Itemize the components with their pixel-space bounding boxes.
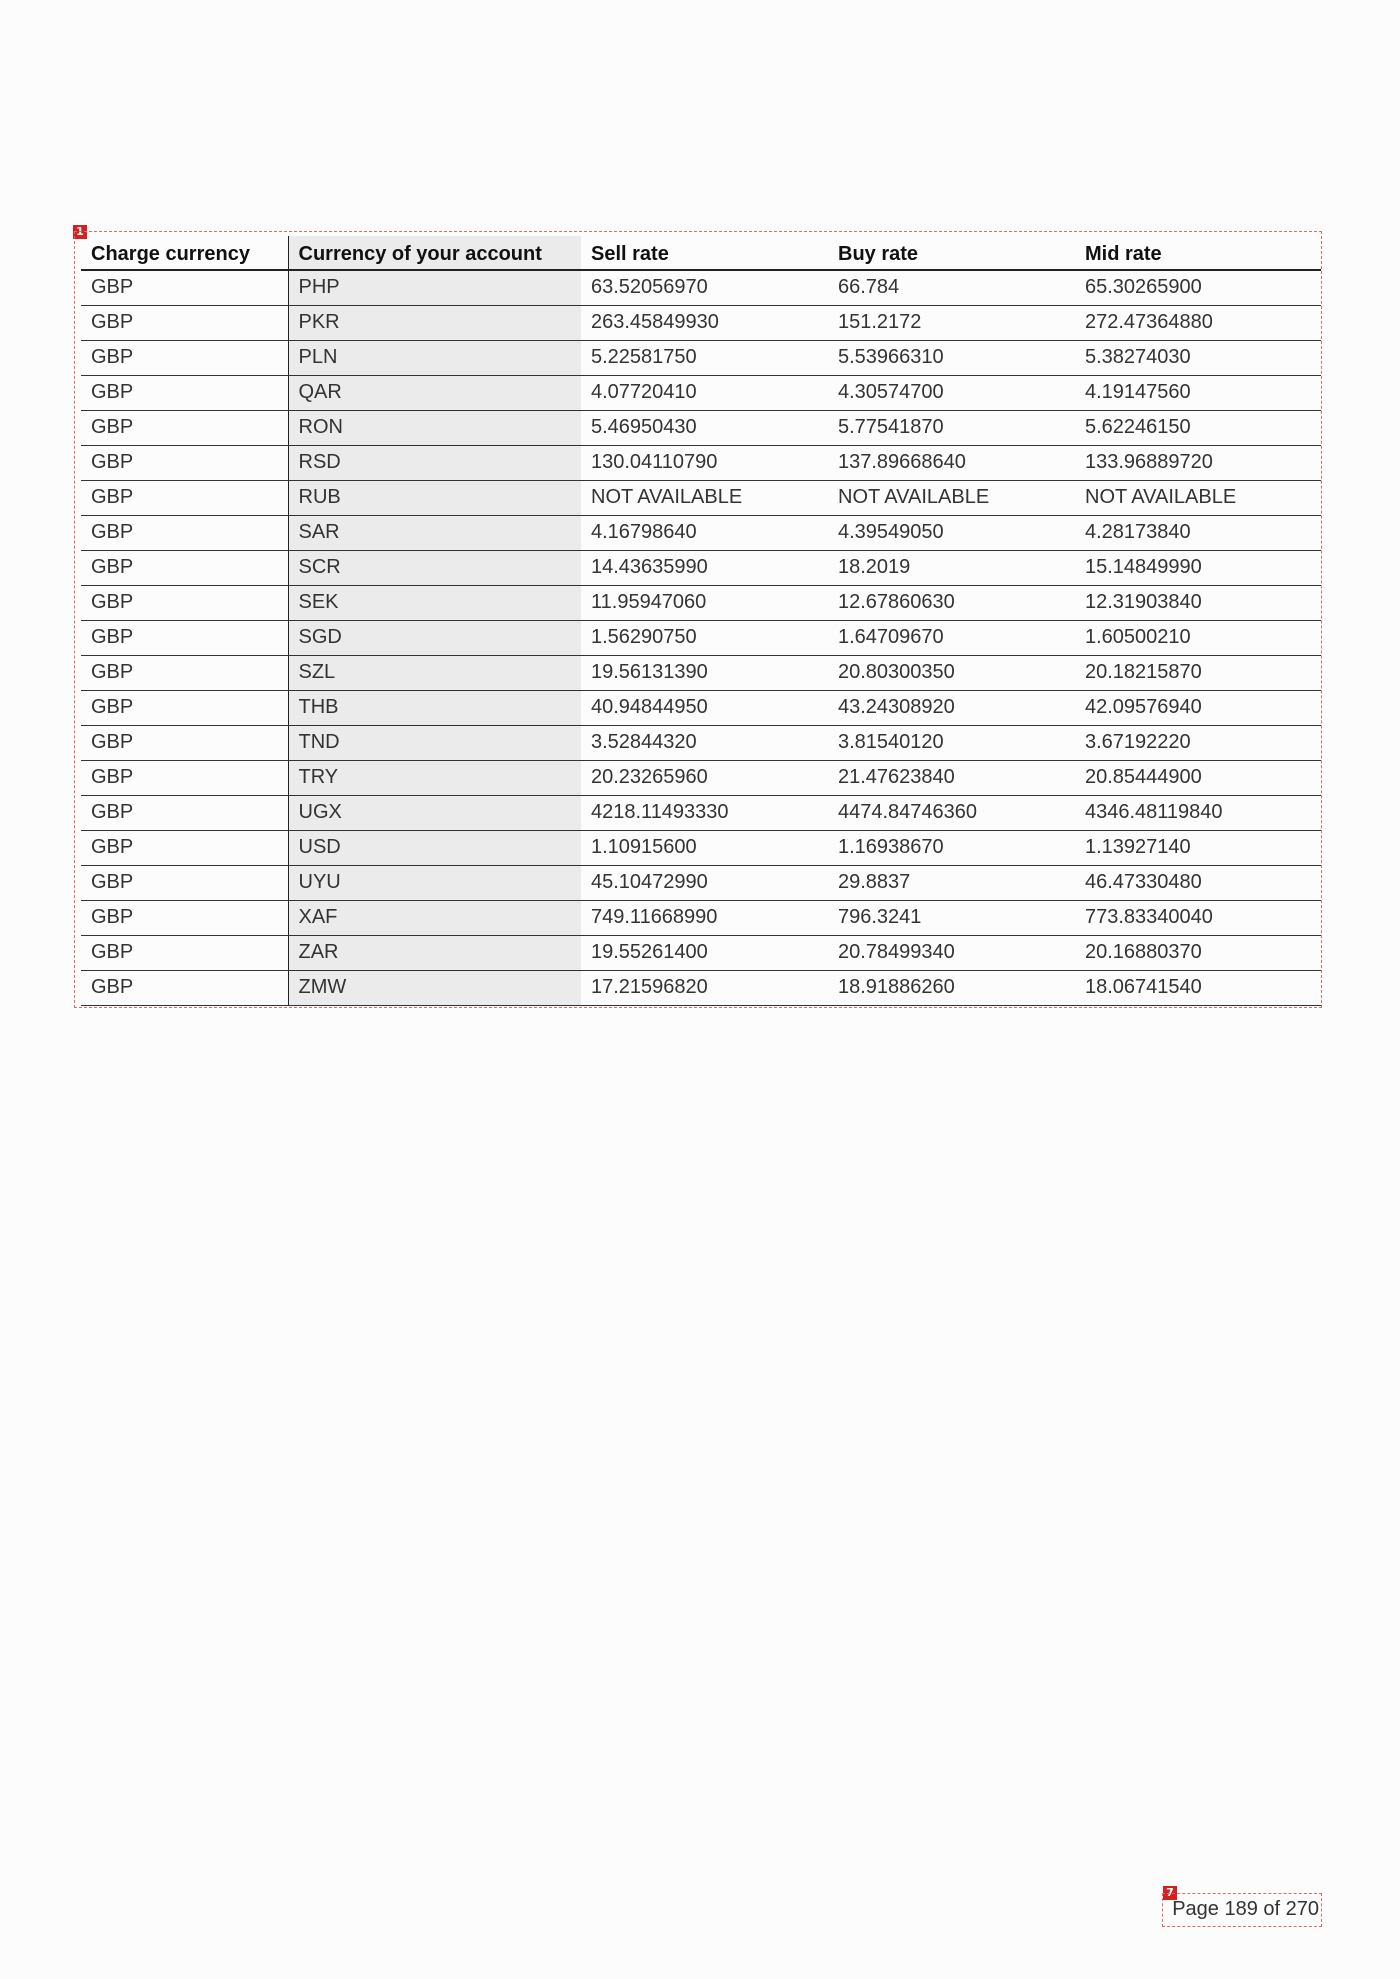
cell-account-currency: ZAR xyxy=(288,935,581,970)
cell-account-currency: RUB xyxy=(288,480,581,515)
cell-charge-currency: GBP xyxy=(81,655,288,690)
cell-charge-currency: GBP xyxy=(81,970,288,1005)
header-account-currency: Currency of your account xyxy=(288,236,581,270)
cell-account-currency: UGX xyxy=(288,795,581,830)
table-row xyxy=(81,865,1321,900)
cell-mid-rate: 12.31903840 xyxy=(1075,585,1321,620)
cell-mid-rate: 4.19147560 xyxy=(1075,375,1321,410)
cell-account-currency: XAF xyxy=(288,900,581,935)
table-row xyxy=(81,900,1321,935)
cell-buy-rate: 21.47623840 xyxy=(828,760,1075,795)
table-row xyxy=(81,375,1321,410)
cell-mid-rate: NOT AVAILABLE xyxy=(1075,480,1321,515)
cell-charge-currency: GBP xyxy=(81,375,288,410)
region-marker: 1 xyxy=(73,225,87,239)
cell-account-currency: SAR xyxy=(288,515,581,550)
cell-charge-currency: GBP xyxy=(81,935,288,970)
table-row xyxy=(81,690,1321,725)
cell-sell-rate: NOT AVAILABLE xyxy=(581,480,828,515)
cell-account-currency: PKR xyxy=(288,305,581,340)
page-footer xyxy=(1162,1893,1322,1927)
table-row xyxy=(81,655,1321,690)
cell-sell-rate: 4.16798640 xyxy=(581,515,828,550)
cell-buy-rate: 3.81540120 xyxy=(828,725,1075,760)
cell-sell-rate: 4218.11493330 xyxy=(581,795,828,830)
cell-sell-rate: 17.21596820 xyxy=(581,970,828,1005)
cell-mid-rate: 20.16880370 xyxy=(1075,935,1321,970)
cell-mid-rate: 4346.48119840 xyxy=(1075,795,1321,830)
cell-account-currency: TRY xyxy=(288,760,581,795)
cell-mid-rate: 272.47364880 xyxy=(1075,305,1321,340)
cell-buy-rate: 4474.84746360 xyxy=(828,795,1075,830)
rates-table-region xyxy=(74,231,1322,1008)
cell-sell-rate: 1.56290750 xyxy=(581,620,828,655)
cell-buy-rate: 1.16938670 xyxy=(828,830,1075,865)
table-row xyxy=(81,725,1321,760)
cell-mid-rate: 46.47330480 xyxy=(1075,865,1321,900)
table-row xyxy=(81,970,1321,1005)
table-row xyxy=(81,340,1321,375)
cell-charge-currency: GBP xyxy=(81,515,288,550)
cell-charge-currency: GBP xyxy=(81,270,288,305)
cell-mid-rate: 20.85444900 xyxy=(1075,760,1321,795)
cell-charge-currency: GBP xyxy=(81,305,288,340)
cell-charge-currency: GBP xyxy=(81,795,288,830)
cell-account-currency: SCR xyxy=(288,550,581,585)
cell-charge-currency: GBP xyxy=(81,480,288,515)
cell-buy-rate: 18.91886260 xyxy=(828,970,1075,1005)
cell-account-currency: RSD xyxy=(288,445,581,480)
cell-mid-rate: 15.14849990 xyxy=(1075,550,1321,585)
cell-mid-rate: 42.09576940 xyxy=(1075,690,1321,725)
cell-charge-currency: GBP xyxy=(81,620,288,655)
cell-charge-currency: GBP xyxy=(81,585,288,620)
cell-buy-rate: 29.8837 xyxy=(828,865,1075,900)
cell-buy-rate: 1.64709670 xyxy=(828,620,1075,655)
page-number: Page 189 of 270 xyxy=(1172,1898,1319,1920)
cell-mid-rate: 18.06741540 xyxy=(1075,970,1321,1005)
header-buy-rate: Buy rate xyxy=(828,236,1075,270)
table-row xyxy=(81,480,1321,515)
cell-sell-rate: 11.95947060 xyxy=(581,585,828,620)
cell-charge-currency: GBP xyxy=(81,445,288,480)
cell-sell-rate: 263.45849930 xyxy=(581,305,828,340)
table-row xyxy=(81,585,1321,620)
cell-account-currency: SZL xyxy=(288,655,581,690)
cell-account-currency: PLN xyxy=(288,340,581,375)
cell-mid-rate: 5.62246150 xyxy=(1075,410,1321,445)
table-body xyxy=(81,270,1321,1005)
cell-sell-rate: 749.11668990 xyxy=(581,900,828,935)
cell-buy-rate: 12.67860630 xyxy=(828,585,1075,620)
cell-sell-rate: 63.52056970 xyxy=(581,270,828,305)
cell-sell-rate: 1.10915600 xyxy=(581,830,828,865)
cell-buy-rate: NOT AVAILABLE xyxy=(828,480,1075,515)
cell-buy-rate: 20.78499340 xyxy=(828,935,1075,970)
cell-buy-rate: 18.2019 xyxy=(828,550,1075,585)
cell-sell-rate: 19.56131390 xyxy=(581,655,828,690)
table-row xyxy=(81,305,1321,340)
cell-account-currency: ZMW xyxy=(288,970,581,1005)
cell-account-currency: TND xyxy=(288,725,581,760)
table-row xyxy=(81,445,1321,480)
cell-account-currency: UYU xyxy=(288,865,581,900)
cell-charge-currency: GBP xyxy=(81,900,288,935)
cell-sell-rate: 40.94844950 xyxy=(581,690,828,725)
cell-mid-rate: 1.60500210 xyxy=(1075,620,1321,655)
table-row xyxy=(81,760,1321,795)
cell-buy-rate: 20.80300350 xyxy=(828,655,1075,690)
table-row xyxy=(81,550,1321,585)
cell-buy-rate: 5.77541870 xyxy=(828,410,1075,445)
cell-buy-rate: 43.24308920 xyxy=(828,690,1075,725)
table-row xyxy=(81,270,1321,305)
table-row xyxy=(81,620,1321,655)
cell-charge-currency: GBP xyxy=(81,690,288,725)
cell-charge-currency: GBP xyxy=(81,830,288,865)
cell-account-currency: PHP xyxy=(288,270,581,305)
cell-sell-rate: 130.04110790 xyxy=(581,445,828,480)
cell-charge-currency: GBP xyxy=(81,760,288,795)
header-sell-rate: Sell rate xyxy=(581,236,828,270)
cell-charge-currency: GBP xyxy=(81,340,288,375)
cell-mid-rate: 773.83340040 xyxy=(1075,900,1321,935)
cell-sell-rate: 14.43635990 xyxy=(581,550,828,585)
table-header-row xyxy=(81,236,1321,270)
cell-sell-rate: 20.23265960 xyxy=(581,760,828,795)
cell-sell-rate: 3.52844320 xyxy=(581,725,828,760)
cell-buy-rate: 4.39549050 xyxy=(828,515,1075,550)
cell-buy-rate: 796.3241 xyxy=(828,900,1075,935)
cell-mid-rate: 4.28173840 xyxy=(1075,515,1321,550)
cell-buy-rate: 66.784 xyxy=(828,270,1075,305)
header-charge-currency: Charge currency xyxy=(81,236,288,270)
exchange-rates-table xyxy=(81,236,1321,1006)
cell-mid-rate: 3.67192220 xyxy=(1075,725,1321,760)
table-row xyxy=(81,410,1321,445)
cell-buy-rate: 4.30574700 xyxy=(828,375,1075,410)
table-row xyxy=(81,830,1321,865)
table-row xyxy=(81,935,1321,970)
cell-account-currency: SGD xyxy=(288,620,581,655)
cell-account-currency: USD xyxy=(288,830,581,865)
cell-sell-rate: 5.22581750 xyxy=(581,340,828,375)
cell-mid-rate: 1.13927140 xyxy=(1075,830,1321,865)
cell-mid-rate: 5.38274030 xyxy=(1075,340,1321,375)
cell-account-currency: THB xyxy=(288,690,581,725)
cell-sell-rate: 5.46950430 xyxy=(581,410,828,445)
cell-sell-rate: 4.07720410 xyxy=(581,375,828,410)
cell-buy-rate: 5.53966310 xyxy=(828,340,1075,375)
header-mid-rate: Mid rate xyxy=(1075,236,1321,270)
cell-account-currency: SEK xyxy=(288,585,581,620)
cell-account-currency: QAR xyxy=(288,375,581,410)
cell-sell-rate: 45.10472990 xyxy=(581,865,828,900)
cell-charge-currency: GBP xyxy=(81,865,288,900)
cell-account-currency: RON xyxy=(288,410,581,445)
cell-buy-rate: 151.2172 xyxy=(828,305,1075,340)
cell-charge-currency: GBP xyxy=(81,725,288,760)
cell-mid-rate: 65.30265900 xyxy=(1075,270,1321,305)
table-row xyxy=(81,515,1321,550)
table-row xyxy=(81,795,1321,830)
cell-charge-currency: GBP xyxy=(81,410,288,445)
cell-charge-currency: GBP xyxy=(81,550,288,585)
cell-mid-rate: 20.18215870 xyxy=(1075,655,1321,690)
region-marker: 7 xyxy=(1163,1886,1177,1900)
cell-buy-rate: 137.89668640 xyxy=(828,445,1075,480)
cell-mid-rate: 133.96889720 xyxy=(1075,445,1321,480)
cell-sell-rate: 19.55261400 xyxy=(581,935,828,970)
